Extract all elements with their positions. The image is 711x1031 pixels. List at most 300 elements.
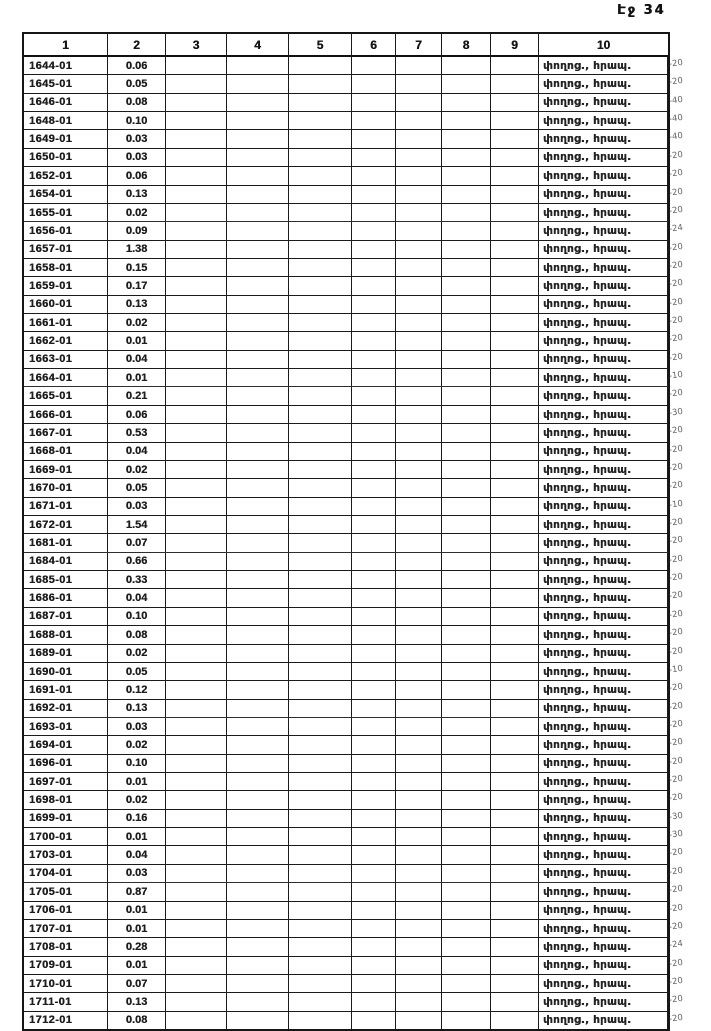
empty-cell	[289, 461, 352, 478]
empty-cell	[396, 920, 442, 937]
margin-handwritten-mark: -20	[668, 333, 684, 345]
empty-cell	[227, 571, 289, 588]
row-id-cell: 1690-01	[24, 663, 108, 680]
empty-cell	[227, 57, 289, 74]
empty-cell	[442, 75, 491, 92]
empty-cell	[289, 443, 352, 460]
table-row	[24, 241, 684, 259]
empty-cell	[491, 846, 539, 863]
row-note-cell: փողոց., հրապ.	[539, 645, 668, 662]
empty-cell	[396, 608, 442, 625]
table-row	[24, 828, 684, 846]
row-note-cell: փողոց., հրապ.	[539, 204, 668, 221]
empty-cell	[166, 94, 227, 111]
empty-cell	[491, 57, 539, 74]
row-value-cell: 0.01	[108, 902, 166, 919]
empty-cell	[352, 57, 396, 74]
empty-cell	[227, 130, 289, 147]
row-value-cell: 0.02	[108, 204, 166, 221]
empty-cell	[227, 94, 289, 111]
empty-cell	[442, 608, 491, 625]
row-note-cell: փողոց., հրապ.	[539, 277, 668, 294]
empty-cell	[352, 351, 396, 368]
column-header: 5	[289, 34, 352, 55]
row-value-cell: 0.02	[108, 736, 166, 753]
margin-handwritten-mark: -20	[668, 76, 684, 88]
empty-cell	[396, 130, 442, 147]
empty-cell	[491, 718, 539, 735]
empty-cell	[442, 663, 491, 680]
row-value-cell: 0.13	[108, 186, 166, 203]
margin-handwritten-mark: -20	[668, 149, 684, 162]
table-row	[24, 534, 684, 552]
empty-cell	[352, 332, 396, 349]
table-row	[24, 663, 684, 681]
row-id-cell: 1698-01	[24, 791, 108, 808]
table-row	[24, 479, 684, 497]
empty-cell	[227, 351, 289, 368]
empty-cell	[166, 369, 227, 386]
table-row	[24, 626, 684, 644]
row-value-cell: 0.02	[108, 645, 166, 662]
margin-handwritten-mark: -20	[668, 388, 684, 401]
empty-cell	[166, 718, 227, 735]
empty-cell	[491, 865, 539, 882]
margin-handwritten-mark: -20	[668, 314, 684, 327]
empty-cell	[227, 663, 289, 680]
empty-cell	[289, 810, 352, 827]
empty-cell	[442, 718, 491, 735]
empty-cell	[227, 828, 289, 845]
row-id-cell: 1692-01	[24, 700, 108, 717]
empty-cell	[396, 222, 442, 239]
empty-cell	[491, 773, 539, 790]
empty-cell	[166, 865, 227, 882]
empty-cell	[442, 406, 491, 423]
empty-cell	[166, 424, 227, 441]
empty-cell	[166, 828, 227, 845]
row-id-cell: 1703-01	[24, 846, 108, 863]
table-row	[24, 498, 684, 516]
row-value-cell: 0.01	[108, 369, 166, 386]
empty-cell	[396, 883, 442, 900]
empty-cell	[396, 1012, 442, 1029]
empty-cell	[491, 277, 539, 294]
row-value-cell: 0.53	[108, 424, 166, 441]
empty-cell	[491, 755, 539, 772]
row-value-cell: 0.08	[108, 1012, 166, 1029]
empty-cell	[396, 736, 442, 753]
empty-cell	[289, 902, 352, 919]
row-value-cell: 0.04	[108, 351, 166, 368]
row-id-cell: 1671-01	[24, 498, 108, 515]
empty-cell	[289, 516, 352, 533]
row-value-cell: 0.15	[108, 259, 166, 276]
row-value-cell: 0.01	[108, 957, 166, 974]
empty-cell	[289, 553, 352, 570]
margin-handwritten-mark: -30	[668, 829, 684, 841]
empty-cell	[442, 1012, 491, 1029]
empty-cell	[166, 112, 227, 129]
empty-cell	[442, 112, 491, 129]
empty-cell	[227, 369, 289, 386]
empty-cell	[352, 443, 396, 460]
margin-handwritten-mark: -20	[668, 278, 684, 290]
row-value-cell: 0.02	[108, 314, 166, 331]
margin-handwritten-mark: -20	[668, 700, 684, 713]
empty-cell	[491, 957, 539, 974]
empty-cell	[289, 608, 352, 625]
margin-handwritten-mark: -20	[668, 755, 684, 768]
row-note-cell: փողոց., հրապ.	[539, 149, 668, 166]
empty-cell	[166, 57, 227, 74]
empty-cell	[227, 718, 289, 735]
empty-cell	[227, 553, 289, 570]
margin-handwritten-mark: -20	[668, 535, 684, 547]
row-note-cell: փողոց., հրապ.	[539, 241, 668, 258]
empty-cell	[166, 571, 227, 588]
empty-cell	[227, 277, 289, 294]
row-value-cell: 0.02	[108, 791, 166, 808]
empty-cell	[442, 883, 491, 900]
table-row	[24, 810, 684, 828]
table-row	[24, 865, 684, 883]
empty-cell	[491, 663, 539, 680]
empty-cell	[166, 479, 227, 496]
empty-cell	[289, 645, 352, 662]
margin-handwritten-mark: -20	[668, 792, 684, 804]
table-row	[24, 112, 684, 130]
empty-cell	[166, 241, 227, 258]
empty-cell	[227, 755, 289, 772]
table-row	[24, 736, 684, 754]
empty-cell	[396, 718, 442, 735]
row-value-cell: 0.02	[108, 461, 166, 478]
table-row	[24, 975, 684, 993]
empty-cell	[396, 773, 442, 790]
margin-handwritten-mark: -30	[668, 406, 684, 419]
row-note-cell: փողոց., հրապ.	[539, 186, 668, 203]
table-row	[24, 1012, 684, 1029]
row-note-cell: փողոց., հրապ.	[539, 1012, 668, 1029]
table-row	[24, 681, 684, 699]
empty-cell	[227, 902, 289, 919]
empty-cell	[396, 351, 442, 368]
row-id-cell: 1648-01	[24, 112, 108, 129]
empty-cell	[491, 443, 539, 460]
empty-cell	[289, 57, 352, 74]
empty-cell	[289, 149, 352, 166]
margin-handwritten-mark: -20	[668, 480, 684, 492]
margin-handwritten-mark: -40	[668, 131, 684, 143]
empty-cell	[227, 975, 289, 992]
empty-cell	[166, 736, 227, 753]
margin-handwritten-mark: -20	[668, 186, 684, 199]
row-value-cell: 0.06	[108, 406, 166, 423]
row-note-cell: փողոց., հրապ.	[539, 736, 668, 753]
row-value-cell: 0.07	[108, 534, 166, 551]
row-note-cell: փողոց., հրապ.	[539, 332, 668, 349]
empty-cell	[396, 755, 442, 772]
empty-cell	[227, 846, 289, 863]
row-value-cell: 0.10	[108, 112, 166, 129]
row-id-cell: 1664-01	[24, 369, 108, 386]
empty-cell	[396, 75, 442, 92]
empty-cell	[442, 186, 491, 203]
empty-cell	[442, 645, 491, 662]
empty-cell	[396, 938, 442, 955]
row-id-cell: 1710-01	[24, 975, 108, 992]
table-row	[24, 443, 684, 461]
row-value-cell: 0.01	[108, 332, 166, 349]
empty-cell	[166, 589, 227, 606]
row-id-cell: 1691-01	[24, 681, 108, 698]
row-value-cell: 0.05	[108, 663, 166, 680]
row-id-cell: 1662-01	[24, 332, 108, 349]
empty-cell	[352, 112, 396, 129]
table-row	[24, 332, 684, 350]
row-id-cell: 1658-01	[24, 259, 108, 276]
empty-cell	[289, 571, 352, 588]
empty-cell	[289, 222, 352, 239]
margin-handwritten-mark: -30	[668, 810, 684, 823]
empty-cell	[227, 259, 289, 276]
table-row	[24, 351, 684, 369]
empty-cell	[491, 828, 539, 845]
empty-cell	[166, 75, 227, 92]
empty-cell	[491, 938, 539, 955]
empty-cell	[396, 424, 442, 441]
empty-cell	[166, 130, 227, 147]
empty-cell	[442, 57, 491, 74]
table-row	[24, 700, 684, 718]
row-note-cell: փողոց., հրապ.	[539, 424, 668, 441]
row-note-cell: փողոց., հրապ.	[539, 993, 668, 1010]
table-row	[24, 75, 684, 93]
empty-cell	[352, 387, 396, 404]
margin-handwritten-mark: -20	[668, 847, 684, 860]
empty-cell	[442, 241, 491, 258]
empty-cell	[491, 94, 539, 111]
empty-cell	[166, 681, 227, 698]
row-note-cell: փողոց., հրապ.	[539, 314, 668, 331]
empty-cell	[289, 938, 352, 955]
table-row	[24, 571, 684, 589]
margin-handwritten-mark: -20	[668, 994, 684, 1006]
empty-cell	[227, 608, 289, 625]
empty-cell	[442, 810, 491, 827]
row-value-cell: 0.13	[108, 700, 166, 717]
table-row	[24, 608, 684, 626]
row-id-cell: 1660-01	[24, 296, 108, 313]
empty-cell	[352, 241, 396, 258]
empty-cell	[289, 773, 352, 790]
table-row	[24, 718, 684, 736]
row-value-cell: 0.33	[108, 571, 166, 588]
empty-cell	[166, 902, 227, 919]
empty-cell	[289, 975, 352, 992]
row-id-cell: 1666-01	[24, 406, 108, 423]
empty-cell	[491, 681, 539, 698]
empty-cell	[491, 479, 539, 496]
margin-handwritten-mark: -20	[668, 902, 684, 915]
row-note-cell: փողոց., հրապ.	[539, 718, 668, 735]
empty-cell	[289, 259, 352, 276]
table-row	[24, 130, 684, 148]
empty-cell	[227, 681, 289, 698]
empty-cell	[166, 608, 227, 625]
empty-cell	[491, 700, 539, 717]
data-table	[22, 32, 684, 1031]
empty-cell	[352, 130, 396, 147]
empty-cell	[491, 645, 539, 662]
empty-cell	[491, 902, 539, 919]
empty-cell	[352, 259, 396, 276]
row-value-cell: 0.03	[108, 865, 166, 882]
empty-cell	[352, 75, 396, 92]
margin-handwritten-mark: -20	[668, 571, 684, 584]
column-header: 3	[166, 34, 227, 55]
empty-cell	[396, 277, 442, 294]
empty-cell	[166, 222, 227, 239]
table-row	[24, 94, 684, 112]
column-header: 6	[352, 34, 396, 55]
empty-cell	[352, 791, 396, 808]
empty-cell	[352, 626, 396, 643]
empty-cell	[227, 406, 289, 423]
empty-cell	[289, 700, 352, 717]
empty-cell	[352, 94, 396, 111]
empty-cell	[442, 534, 491, 551]
row-note-cell: փողոց., հրապ.	[539, 498, 668, 515]
row-note-cell: փողոց., հրապ.	[539, 846, 668, 863]
empty-cell	[166, 461, 227, 478]
empty-cell	[289, 94, 352, 111]
table-row	[24, 902, 684, 920]
empty-cell	[491, 332, 539, 349]
row-note-cell: փողոց., հրապ.	[539, 57, 668, 74]
empty-cell	[396, 406, 442, 423]
row-note-cell: փողոց., հրապ.	[539, 534, 668, 551]
empty-cell	[396, 461, 442, 478]
empty-cell	[289, 1012, 352, 1029]
empty-cell	[352, 700, 396, 717]
empty-cell	[442, 443, 491, 460]
row-value-cell: 0.03	[108, 130, 166, 147]
empty-cell	[289, 479, 352, 496]
empty-cell	[396, 791, 442, 808]
empty-cell	[166, 553, 227, 570]
row-id-cell: 1670-01	[24, 479, 108, 496]
empty-cell	[166, 663, 227, 680]
row-id-cell: 1681-01	[24, 534, 108, 551]
row-value-cell: 0.04	[108, 589, 166, 606]
empty-cell	[166, 791, 227, 808]
row-note-cell: փողոց., հրապ.	[539, 681, 668, 698]
empty-cell	[442, 938, 491, 955]
empty-cell	[352, 277, 396, 294]
margin-handwritten-mark: -20	[668, 884, 684, 896]
empty-cell	[289, 406, 352, 423]
empty-cell	[289, 204, 352, 221]
empty-cell	[289, 186, 352, 203]
row-id-cell: 1697-01	[24, 773, 108, 790]
empty-cell	[166, 149, 227, 166]
empty-cell	[442, 865, 491, 882]
empty-cell	[166, 167, 227, 184]
empty-cell	[166, 957, 227, 974]
empty-cell	[289, 736, 352, 753]
row-value-cell: 0.03	[108, 149, 166, 166]
table-row	[24, 387, 684, 405]
row-id-cell: 1704-01	[24, 865, 108, 882]
margin-handwritten-mark: -24	[668, 223, 684, 235]
empty-cell	[166, 277, 227, 294]
table-row	[24, 755, 684, 773]
empty-cell	[227, 626, 289, 643]
row-value-cell: 0.04	[108, 443, 166, 460]
row-id-cell: 1659-01	[24, 277, 108, 294]
empty-cell	[352, 718, 396, 735]
row-id-cell: 1655-01	[24, 204, 108, 221]
margin-handwritten-mark: -20	[668, 425, 684, 437]
empty-cell	[491, 204, 539, 221]
row-id-cell: 1665-01	[24, 387, 108, 404]
empty-cell	[491, 516, 539, 533]
empty-cell	[491, 1012, 539, 1029]
row-note-cell: փողոց., հրապ.	[539, 443, 668, 460]
empty-cell	[442, 259, 491, 276]
empty-cell	[166, 883, 227, 900]
empty-cell	[289, 718, 352, 735]
empty-cell	[491, 993, 539, 1010]
column-header: 10	[596, 37, 611, 52]
empty-cell	[227, 167, 289, 184]
row-value-cell: 0.87	[108, 883, 166, 900]
empty-cell	[166, 938, 227, 955]
empty-cell	[352, 920, 396, 937]
row-id-cell: 1656-01	[24, 222, 108, 239]
column-header: 7	[396, 34, 442, 55]
empty-cell	[352, 810, 396, 827]
empty-cell	[442, 351, 491, 368]
row-id-cell: 1652-01	[24, 167, 108, 184]
empty-cell	[442, 314, 491, 331]
empty-cell	[227, 75, 289, 92]
row-note-cell: փողոց., հրապ.	[539, 828, 668, 845]
empty-cell	[396, 846, 442, 863]
row-note-cell: փողոց., հրապ.	[539, 810, 668, 827]
row-id-cell: 1684-01	[24, 553, 108, 570]
empty-cell	[442, 828, 491, 845]
empty-cell	[352, 957, 396, 974]
row-value-cell: 0.03	[108, 498, 166, 515]
margin-handwritten-mark: -40	[668, 113, 684, 125]
empty-cell	[396, 571, 442, 588]
empty-cell	[442, 902, 491, 919]
empty-cell	[442, 975, 491, 992]
empty-cell	[442, 700, 491, 717]
empty-cell	[227, 498, 289, 515]
table-header-row	[24, 34, 668, 57]
empty-cell	[352, 993, 396, 1010]
table-row	[24, 167, 684, 185]
empty-cell	[396, 387, 442, 404]
empty-cell	[166, 406, 227, 423]
table-row	[24, 791, 684, 809]
row-id-cell: 1668-01	[24, 443, 108, 460]
empty-cell	[289, 865, 352, 882]
